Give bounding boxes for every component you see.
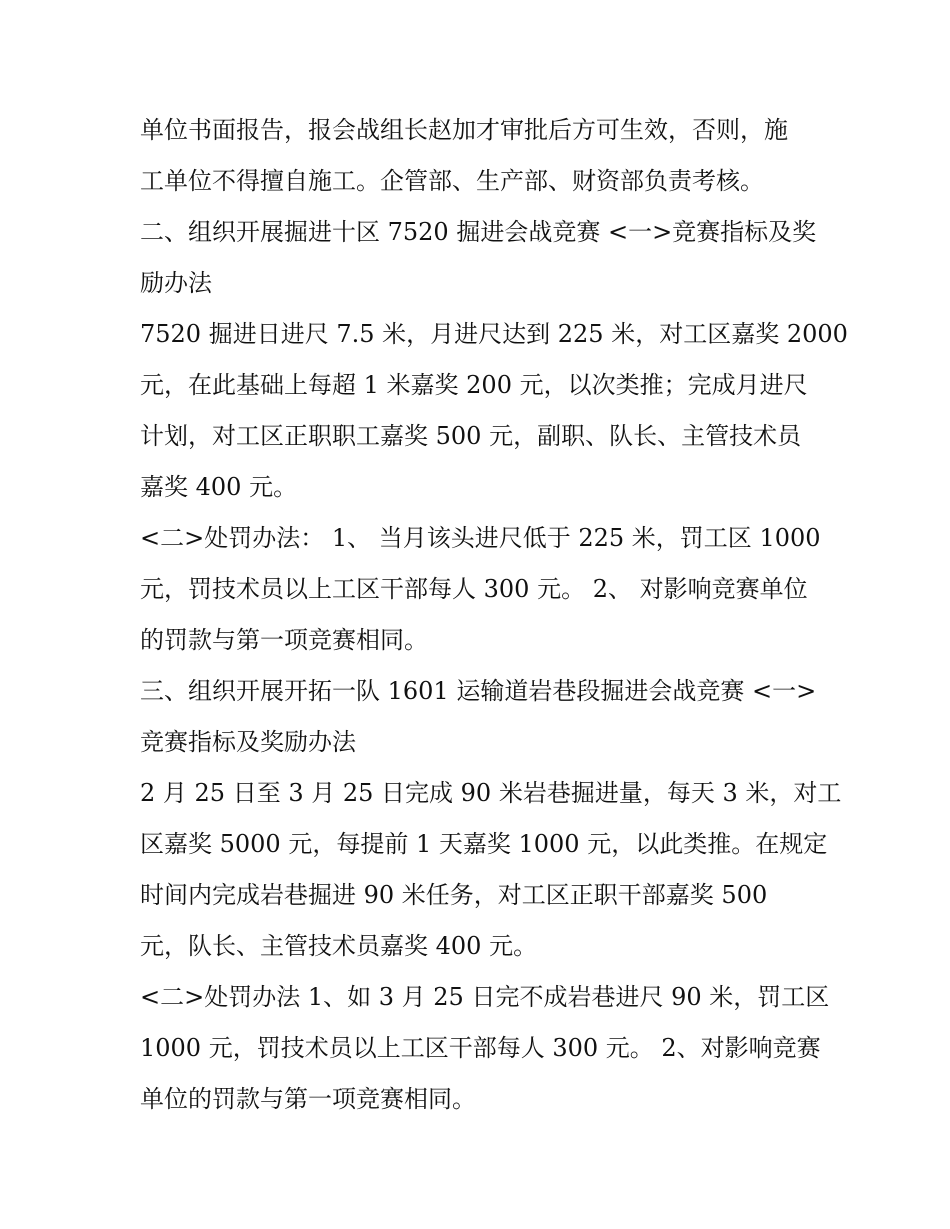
text-line: 时间内完成岩巷掘进 90 米任务，对工区正职干部嘉奖 500 (140, 881, 768, 909)
text-line: 励办法 (140, 269, 212, 297)
text-line: <二>处罚办法： 1、 当月该头进尺低于 225 米，罚工区 1000 (140, 524, 821, 552)
section-heading-2: 二、组织开展掘进十区 7520 掘进会战竞赛 <一>竞赛指标及奖 (140, 218, 817, 246)
text-line: 元，罚技术员以上工区干部每人 300 元。 2、 对影响竞赛单位 (140, 575, 808, 603)
text-line: 区嘉奖 5000 元，每提前 1 天嘉奖 1000 元，以此类推。在规定 (140, 830, 828, 858)
document-body (140, 105, 848, 1125)
text-line: 嘉奖 400 元。 (140, 473, 298, 501)
text-line: 单位书面报告，报会战组长赵加才审批后方可生效，否则，施 (140, 116, 788, 144)
text-line: 7520 掘进日进尺 7.5 米，月进尺达到 225 米，对工区嘉奖 2000 (140, 320, 848, 348)
text-line: 工单位不得擅自施工。企管部、生产部、财资部负责考核。 (140, 167, 764, 195)
text-line: 2 月 25 日至 3 月 25 日完成 90 米岩巷掘进量，每天 3 米，对工 (140, 779, 842, 807)
text-line: 的罚款与第一项竞赛相同。 (140, 626, 428, 654)
text-line: 元，队长、主管技术员嘉奖 400 元。 (140, 932, 538, 960)
text-line: 竞赛指标及奖励办法 (140, 728, 356, 756)
section-heading-3: 三、组织开展开拓一队 1601 运输道岩巷段掘进会战竞赛 <一> (140, 677, 817, 705)
text-line: 单位的罚款与第一项竞赛相同。 (140, 1085, 476, 1113)
text-line: <二>处罚办法 1、如 3 月 25 日完不成岩巷进尺 90 米，罚工区 (140, 983, 830, 1011)
text-line: 元，在此基础上每超 1 米嘉奖 200 元，以次类推；完成月进尺 (140, 371, 808, 399)
text-line: 计划，对工区正职职工嘉奖 500 元，副职、队长、主管技术员 (140, 422, 802, 450)
text-line: 1000 元，罚技术员以上工区干部每人 300 元。 2、对影响竞赛 (140, 1034, 821, 1062)
